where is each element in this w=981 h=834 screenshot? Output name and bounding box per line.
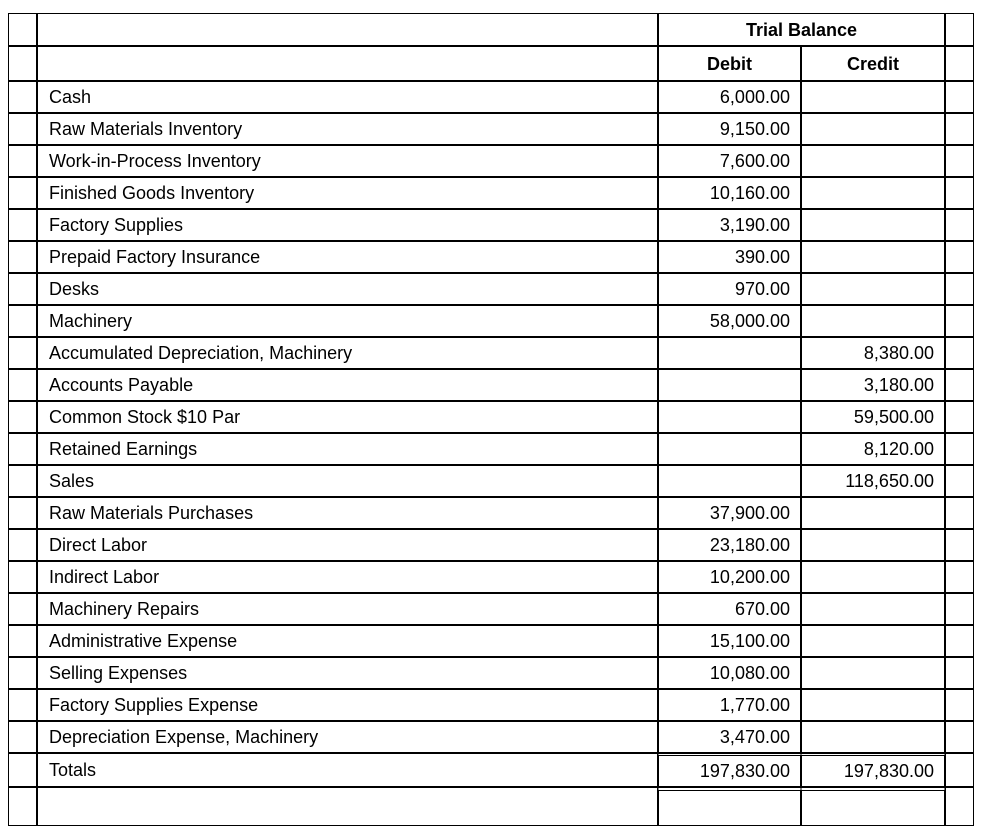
debit-amount: 15,100.00 bbox=[658, 625, 801, 657]
debit-amount: 7,600.00 bbox=[658, 145, 801, 177]
table-row bbox=[8, 241, 974, 273]
credit-column-header: Credit bbox=[801, 46, 945, 81]
debit-amount: 670.00 bbox=[658, 593, 801, 625]
margin-cell-left bbox=[8, 273, 37, 305]
margin-cell-right bbox=[945, 465, 974, 497]
account-name: Raw Materials Purchases bbox=[37, 497, 658, 529]
credit-amount bbox=[801, 689, 945, 721]
margin-cell-left bbox=[8, 787, 37, 826]
table-row bbox=[8, 177, 974, 209]
account-name: Factory Supplies Expense bbox=[37, 689, 658, 721]
margin-cell-right bbox=[945, 273, 974, 305]
credit-amount bbox=[801, 81, 945, 113]
margin-cell-right bbox=[945, 113, 974, 145]
table-row bbox=[8, 369, 974, 401]
debit-amount: 10,080.00 bbox=[658, 657, 801, 689]
totals-credit: 197,830.00 bbox=[801, 753, 945, 787]
credit-amount bbox=[801, 625, 945, 657]
margin-cell-left bbox=[8, 689, 37, 721]
account-name: Indirect Labor bbox=[37, 561, 658, 593]
margin-cell-right bbox=[945, 13, 974, 46]
debit-amount: 23,180.00 bbox=[658, 529, 801, 561]
table-row bbox=[8, 561, 974, 593]
table-row bbox=[8, 721, 974, 753]
debit-amount: 6,000.00 bbox=[658, 81, 801, 113]
margin-cell-left bbox=[8, 433, 37, 465]
margin-cell-left bbox=[8, 657, 37, 689]
credit-amount bbox=[801, 657, 945, 689]
credit-amount bbox=[801, 241, 945, 273]
account-name: Work-in-Process Inventory bbox=[37, 145, 658, 177]
margin-cell-right bbox=[945, 81, 974, 113]
margin-cell-left bbox=[8, 593, 37, 625]
table-row bbox=[8, 81, 974, 113]
account-name: Cash bbox=[37, 81, 658, 113]
account-name: Accounts Payable bbox=[37, 369, 658, 401]
credit-amount: 59,500.00 bbox=[801, 401, 945, 433]
debit-amount: 58,000.00 bbox=[658, 305, 801, 337]
blank-debit-cell bbox=[658, 787, 801, 826]
blank-account-cell bbox=[37, 787, 658, 826]
margin-cell-left bbox=[8, 497, 37, 529]
table-row bbox=[8, 145, 974, 177]
table-row bbox=[8, 305, 974, 337]
credit-amount bbox=[801, 305, 945, 337]
debit-amount: 3,190.00 bbox=[658, 209, 801, 241]
margin-cell-left bbox=[8, 305, 37, 337]
debit-amount: 1,770.00 bbox=[658, 689, 801, 721]
margin-cell-left bbox=[8, 753, 37, 787]
margin-cell-right bbox=[945, 593, 974, 625]
table-row bbox=[8, 529, 974, 561]
debit-amount bbox=[658, 465, 801, 497]
credit-amount bbox=[801, 273, 945, 305]
credit-amount: 8,380.00 bbox=[801, 337, 945, 369]
credit-amount: 118,650.00 bbox=[801, 465, 945, 497]
margin-cell-right bbox=[945, 787, 974, 826]
debit-amount: 3,470.00 bbox=[658, 721, 801, 753]
title-row bbox=[8, 13, 974, 46]
account-name: Administrative Expense bbox=[37, 625, 658, 657]
margin-cell-left bbox=[8, 337, 37, 369]
credit-amount bbox=[801, 593, 945, 625]
table-row bbox=[8, 337, 974, 369]
margin-cell-right bbox=[945, 369, 974, 401]
account-name: Raw Materials Inventory bbox=[37, 113, 658, 145]
credit-amount bbox=[801, 497, 945, 529]
account-name: Machinery bbox=[37, 305, 658, 337]
debit-amount bbox=[658, 433, 801, 465]
account-name: Factory Supplies bbox=[37, 209, 658, 241]
table-row bbox=[8, 465, 974, 497]
debit-column-header: Debit bbox=[658, 46, 801, 81]
margin-cell-left bbox=[8, 113, 37, 145]
table-row bbox=[8, 689, 974, 721]
account-name: Selling Expenses bbox=[37, 657, 658, 689]
debit-amount: 9,150.00 bbox=[658, 113, 801, 145]
credit-amount: 8,120.00 bbox=[801, 433, 945, 465]
account-name: Direct Labor bbox=[37, 529, 658, 561]
margin-cell-right bbox=[945, 721, 974, 753]
debit-amount: 37,900.00 bbox=[658, 497, 801, 529]
margin-cell-right bbox=[945, 433, 974, 465]
table-row bbox=[8, 113, 974, 145]
credit-amount bbox=[801, 529, 945, 561]
account-name: Sales bbox=[37, 465, 658, 497]
credit-amount: 3,180.00 bbox=[801, 369, 945, 401]
debit-amount: 10,160.00 bbox=[658, 177, 801, 209]
margin-cell-right bbox=[945, 209, 974, 241]
margin-cell-left bbox=[8, 625, 37, 657]
account-name: Finished Goods Inventory bbox=[37, 177, 658, 209]
account-name: Accumulated Depreciation, Machinery bbox=[37, 337, 658, 369]
credit-amount bbox=[801, 177, 945, 209]
debit-amount bbox=[658, 401, 801, 433]
account-name: Prepaid Factory Insurance bbox=[37, 241, 658, 273]
blank-bottom-row bbox=[8, 787, 974, 826]
margin-cell-left bbox=[8, 13, 37, 46]
totals-label: Totals bbox=[37, 753, 658, 787]
credit-amount bbox=[801, 113, 945, 145]
margin-cell-left bbox=[8, 721, 37, 753]
margin-cell-right bbox=[945, 753, 974, 787]
credit-amount bbox=[801, 145, 945, 177]
credit-amount bbox=[801, 721, 945, 753]
table-row bbox=[8, 625, 974, 657]
table-row bbox=[8, 401, 974, 433]
margin-cell-left bbox=[8, 209, 37, 241]
table-row bbox=[8, 209, 974, 241]
sheet-title: Trial Balance bbox=[658, 13, 945, 46]
account-name: Machinery Repairs bbox=[37, 593, 658, 625]
margin-cell-left bbox=[8, 561, 37, 593]
margin-cell-left bbox=[8, 401, 37, 433]
margin-cell-right bbox=[945, 177, 974, 209]
margin-cell-left bbox=[8, 369, 37, 401]
margin-cell-left bbox=[8, 177, 37, 209]
account-name: Desks bbox=[37, 273, 658, 305]
table-row bbox=[8, 657, 974, 689]
margin-cell-left bbox=[8, 81, 37, 113]
margin-cell-right bbox=[945, 497, 974, 529]
blank-account-cell bbox=[37, 13, 658, 46]
margin-cell-right bbox=[945, 145, 974, 177]
margin-cell-right bbox=[945, 337, 974, 369]
totals-debit: 197,830.00 bbox=[658, 753, 801, 787]
table-row bbox=[8, 497, 974, 529]
margin-cell-left bbox=[8, 46, 37, 81]
margin-cell-left bbox=[8, 145, 37, 177]
account-name: Depreciation Expense, Machinery bbox=[37, 721, 658, 753]
credit-amount bbox=[801, 209, 945, 241]
margin-cell-right bbox=[945, 241, 974, 273]
margin-cell-right bbox=[945, 46, 974, 81]
debit-amount: 970.00 bbox=[658, 273, 801, 305]
credit-amount bbox=[801, 561, 945, 593]
debit-amount bbox=[658, 369, 801, 401]
debit-amount: 10,200.00 bbox=[658, 561, 801, 593]
blank-credit-cell bbox=[801, 787, 945, 826]
account-name: Common Stock $10 Par bbox=[37, 401, 658, 433]
table-row bbox=[8, 433, 974, 465]
margin-cell-left bbox=[8, 529, 37, 561]
debit-amount: 390.00 bbox=[658, 241, 801, 273]
account-header-cell bbox=[37, 46, 658, 81]
margin-cell-right bbox=[945, 625, 974, 657]
account-name: Retained Earnings bbox=[37, 433, 658, 465]
column-header-row bbox=[8, 46, 974, 81]
margin-cell-right bbox=[945, 657, 974, 689]
margin-cell-left bbox=[8, 241, 37, 273]
margin-cell-right bbox=[945, 689, 974, 721]
margin-cell-left bbox=[8, 465, 37, 497]
margin-cell-right bbox=[945, 305, 974, 337]
margin-cell-right bbox=[945, 529, 974, 561]
table-row bbox=[8, 593, 974, 625]
margin-cell-right bbox=[945, 401, 974, 433]
margin-cell-right bbox=[945, 561, 974, 593]
totals-row bbox=[8, 753, 974, 787]
table-row bbox=[8, 273, 974, 305]
debit-amount bbox=[658, 337, 801, 369]
